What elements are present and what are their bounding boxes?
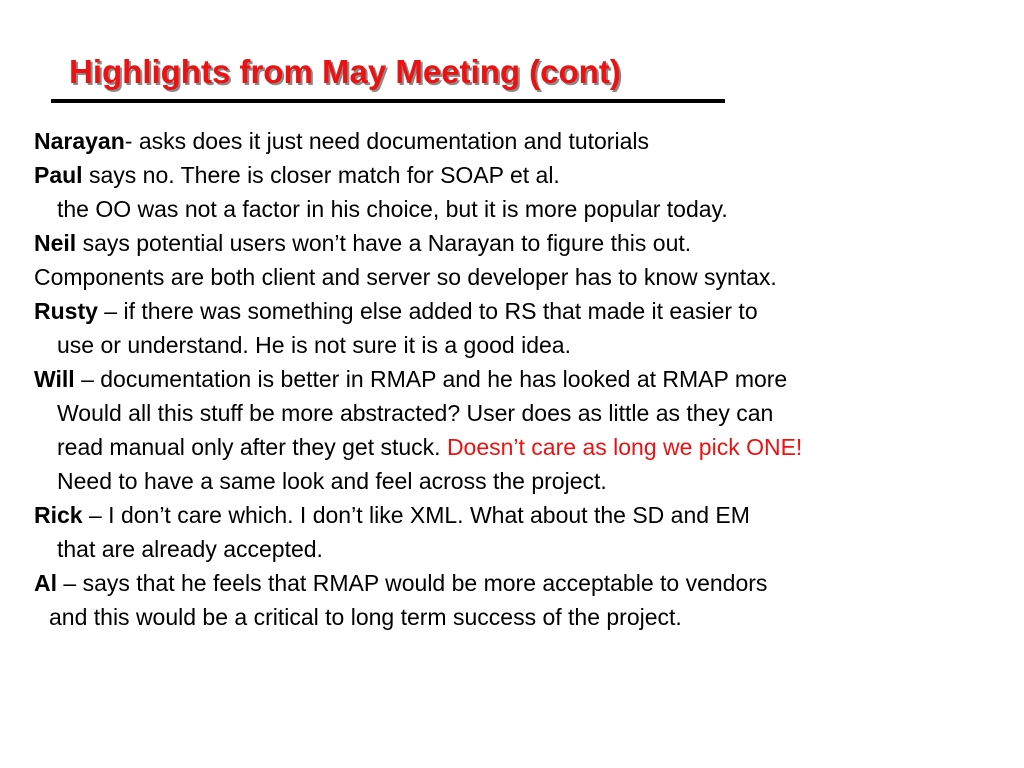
emphasis-text: Doesn’t care as long we pick ONE! (446, 434, 803, 460)
meeting-notes (34, 124, 1009, 634)
note-rick-continued: that are already accepted. (57, 536, 323, 562)
note-will-continued-2 (34, 430, 1009, 464)
note-text: - asks does it just need documentation and tutorials (124, 128, 649, 154)
note-rusty (34, 294, 1009, 328)
note-paul-continued: the OO was not a factor in his choice, but it is more popular today. (57, 196, 728, 222)
note-will (34, 362, 1009, 396)
speaker-name: Rusty (34, 298, 98, 324)
speaker-name: Will (34, 366, 75, 392)
note-will-continued-3: Need to have a same look and feel across the project. (57, 468, 607, 494)
note-components: Components are both client and server so developer has to know syntax. (34, 264, 777, 290)
speaker-name: Rick (34, 502, 83, 528)
speaker-name: Al (34, 570, 57, 596)
note-text: – I don’t care which. I don’t like XML. What about the SD and EM (82, 502, 750, 528)
note-al-continued: and this would be a critical to long term success of the project. (49, 604, 682, 630)
note-text: read manual only after they get stuck. (57, 434, 447, 460)
note-rick (34, 498, 1009, 532)
note-text: says no. There is closer match for SOAP et al. (82, 162, 560, 188)
note-text: – documentation is better in RMAP and he has looked at RMAP more (74, 366, 788, 392)
speaker-name: Narayan (34, 128, 125, 154)
note-will-continued-1: Would all this stuff be more abstracted? User does as little as they can (57, 400, 774, 426)
note-paul (34, 158, 1009, 192)
note-text: – if there was something else added to RS that made it easier to (97, 298, 758, 324)
title-underline (51, 99, 725, 103)
note-al (34, 566, 1009, 600)
note-rusty-continued: use or understand. He is not sure it is a good idea. (57, 332, 571, 358)
slide-title: Highlights from May Meeting (cont) (69, 53, 621, 90)
note-neil (34, 226, 1009, 260)
note-text: – says that he feels that RMAP would be more acceptable to vendors (57, 570, 768, 596)
note-narayan (34, 124, 1009, 158)
speaker-name: Paul (34, 162, 83, 188)
speaker-name: Neil (34, 230, 77, 256)
note-text: says potential users won’t have a Narayan to figure this out. (76, 230, 692, 256)
